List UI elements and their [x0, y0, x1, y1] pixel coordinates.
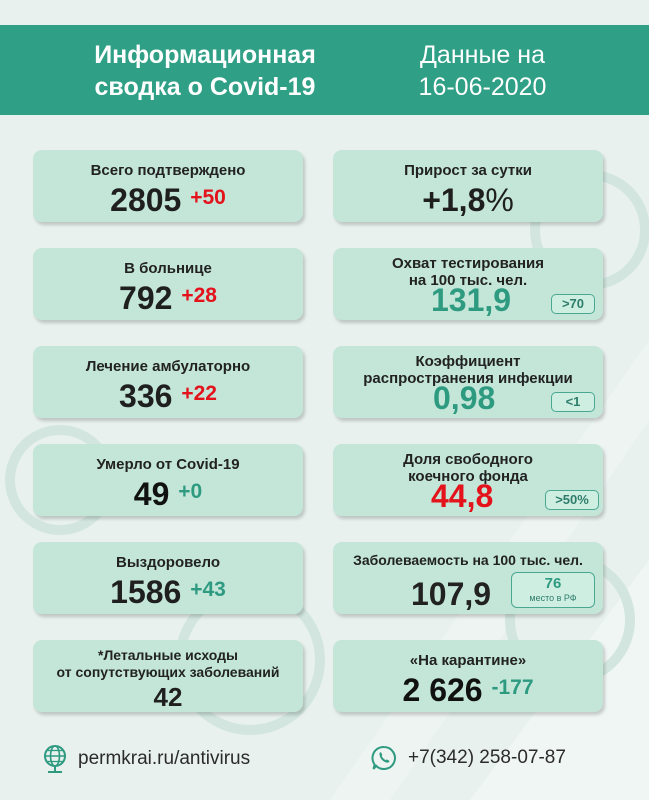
card-value-row [33, 182, 303, 218]
card-value: 2 626 [402, 672, 483, 708]
card-value-row [33, 280, 303, 316]
card-comorbid-deaths [33, 640, 303, 712]
card-incidence [333, 542, 603, 614]
card-unit: % [485, 182, 514, 218]
card-label: Умерло от Covid-19 [96, 456, 240, 473]
rank-number: 76 [544, 575, 562, 592]
card-value-row [333, 182, 603, 218]
card-spread-coefficient [333, 346, 603, 418]
card-label [33, 647, 303, 681]
rank-badge [511, 572, 595, 608]
card-label-line-2: от сопутствующих заболеваний [56, 664, 280, 680]
globe-icon [42, 744, 68, 774]
card-delta: +50 [190, 186, 226, 209]
target-badge: >50% [545, 490, 599, 510]
card-testing-coverage [333, 248, 603, 320]
card-value: 107,9 [411, 576, 492, 612]
target-badge: >70 [551, 294, 595, 314]
card-value: 336 [119, 378, 173, 414]
card-value: 2805 [110, 182, 182, 218]
report-date [385, 39, 580, 103]
card-label-line-2: распространения инфекции [363, 370, 573, 387]
card-value: 0,98 [433, 380, 496, 416]
header-banner [0, 25, 649, 115]
card-free-beds [333, 444, 603, 516]
card-value: 131,9 [431, 282, 512, 318]
card-label: Всего подтверждено [90, 162, 246, 179]
date-line-2: 16-06-2020 [418, 73, 547, 101]
card-value: 42 [153, 682, 183, 712]
card-label: «На карантине» [409, 652, 527, 669]
phone-text: +7(342) 258-07-87 [408, 747, 566, 768]
card-label-line-1: Охват тестирования [391, 255, 544, 272]
card-value-row [33, 476, 303, 512]
card-value-row [33, 574, 303, 610]
card-label: Прирост за сутки [404, 162, 532, 179]
rank-label: место в РФ [529, 593, 577, 603]
card-recovered [33, 542, 303, 614]
whatsapp-icon [370, 744, 398, 772]
card-label-line-2: на 100 тыс. чел. [408, 272, 528, 289]
card-value: +1,8 [422, 182, 486, 218]
card-hospitalized [33, 248, 303, 320]
card-label: В больнице [124, 260, 212, 277]
card-quarantine [333, 640, 603, 712]
card-deaths [33, 444, 303, 516]
card-value-row [333, 672, 603, 708]
title-line-1: Информационная [94, 41, 316, 69]
title-line-2: сводка о Covid-19 [94, 73, 316, 101]
card-value-row [33, 378, 303, 414]
website-text: permkrai.ru/antivirus [78, 748, 251, 769]
phone-link[interactable] [370, 744, 566, 772]
card-label: Заболеваемость на 100 тыс. чел. [353, 552, 583, 568]
page-title [60, 39, 350, 103]
card-label-line-1: *Летальные исходы [98, 647, 238, 663]
website-link[interactable] [42, 744, 250, 774]
card-value: 792 [119, 280, 173, 316]
card-label: Лечение амбулаторно [85, 358, 251, 375]
card-delta: +0 [178, 480, 203, 503]
date-line-1: Данные на [420, 41, 545, 69]
card-value: 1586 [110, 574, 182, 610]
target-badge: <1 [551, 392, 595, 412]
card-value: 49 [133, 476, 170, 512]
card-delta: +22 [181, 382, 217, 405]
card-label-line-2: коечного фонда [408, 468, 528, 485]
card-outpatient [33, 346, 303, 418]
card-value: 44,8 [431, 478, 494, 514]
card-delta: +28 [181, 284, 217, 307]
card-delta: +43 [190, 578, 226, 601]
card-total-confirmed [33, 150, 303, 222]
card-daily-growth [333, 150, 603, 222]
card-label: Выздоровело [116, 554, 220, 571]
card-delta: -177 [491, 676, 534, 699]
card-label-line-1: Коэффициент [415, 353, 521, 370]
card-label-line-1: Доля свободного [403, 451, 533, 468]
